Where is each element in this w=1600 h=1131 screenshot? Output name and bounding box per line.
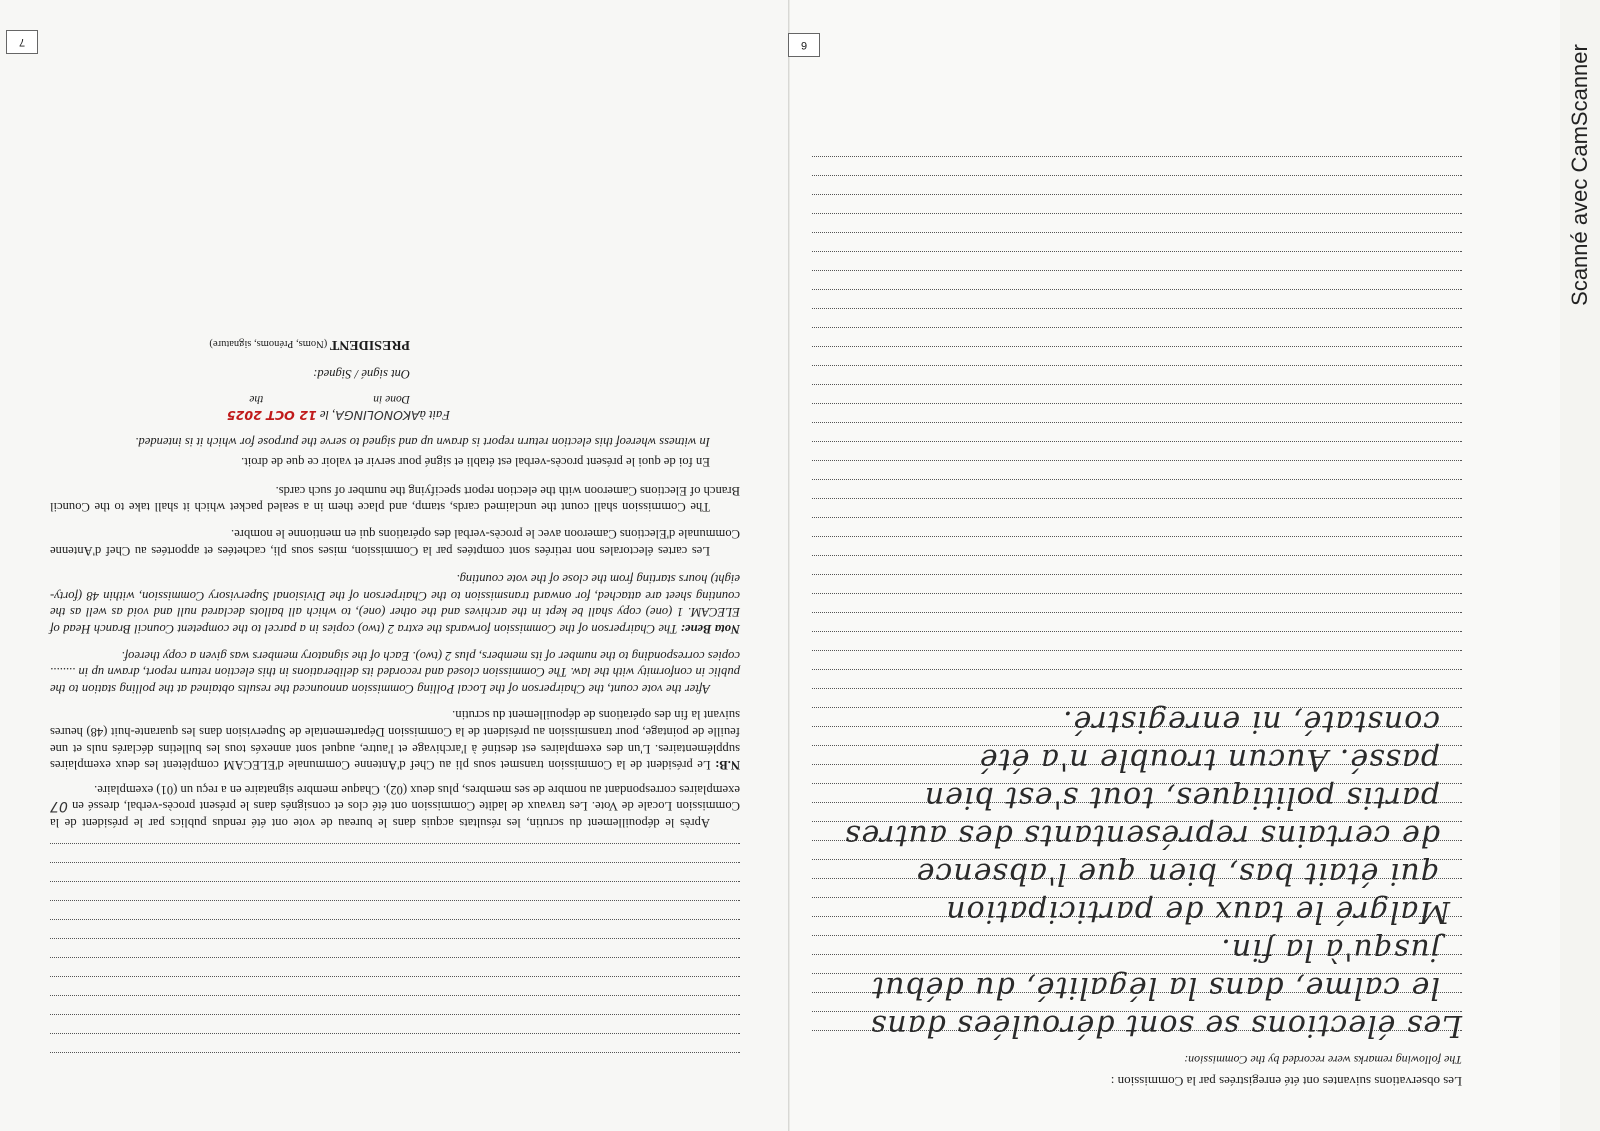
- en-witness-paragraph: In witness whereof this election return report is drawn up and signed to serve the purpose for which it is intended.: [135, 434, 710, 449]
- done-in-line: Done inthe: [249, 393, 410, 406]
- page-number-7: 7: [6, 30, 38, 54]
- handwritten-line: constaté, ni enregistré.: [1062, 704, 1440, 739]
- en-remarks-heading: The following remarks were recorded by the Commission:: [1184, 1053, 1462, 1067]
- fr-remarks-heading: Les observations suivantes ont été enregistrées par la Commission :: [1110, 1074, 1462, 1089]
- camscanner-watermark: Scanné avec CamScanner: [1567, 44, 1592, 306]
- fr-witness-paragraph: En foi de quoi le présent procès-verbal est établi et signé pour servir et valoir ce que de droit.: [241, 455, 710, 470]
- en-after-count-paragraph: After the vote count, the Chairperson of the Local Polling Commission announced the results obtained at the polling station to the public in conformity with the law. The Commission closed and recorded its deliberations in this election return report, drawn up in ........ copies corresponding to the number of its members, plus 2 (two). Each of the signatory members was given a copy thereof.: [50, 648, 740, 696]
- page-number-6: 6: [788, 33, 820, 57]
- fr-after-count-paragraph: Après le dépouillement du scrutin, les résultats acquis dans le bureau de vote ont été rendus publics par le président de la Commission Locale de Vote. Les travaux de ladite Commission ont été clos et consignés dans le présent procès-verbal, dressé en 07 exemplaires correspondant au nombre de ses membres, plus deux (02). Chaque membre signataire en a reçu un (01) exemplaire.: [50, 782, 740, 830]
- scanner-strip: [1560, 0, 1600, 1131]
- left-page-content: [50, 336, 740, 1071]
- remarks-heading: [812, 1052, 1462, 1089]
- copies-handwritten: 07: [50, 798, 68, 815]
- handwritten-line: partis politiques, tout s'est bien: [923, 780, 1440, 815]
- handwritten-line: Malgré le taux de participation: [945, 894, 1450, 929]
- date-stamp: 12 OCT 2025: [226, 408, 317, 424]
- left-page: [0, 0, 790, 1131]
- handwritten-line: de certains représentants des autres: [844, 818, 1440, 853]
- president-signature-label: PRESIDENT (Noms, Prénoms, signature): [209, 337, 410, 353]
- place-date-line: Fait àAKONOLINGA, le 12 OCT 2025: [226, 408, 450, 424]
- handwritten-line: qui était bas, bien que l'absence: [915, 856, 1440, 891]
- en-cards-paragraph: The Commission shall count the unclaimed cards, stamp, and place them in a sealed packet which it shall take to the Council Branch of Elections Cameroon with the election report specifying the number of such cards.: [50, 483, 740, 515]
- place-handwritten: AKONOLINGA: [335, 408, 420, 424]
- handwritten-line: le calme, dans la légalité, du début: [871, 970, 1440, 1005]
- right-page: [790, 0, 1560, 1131]
- page-corner-mark: [5, 32, 27, 54]
- fr-cards-paragraph: Les cartes électorales non retirées sont comptées par la Commission, mises sous pli, cachetées et apportées au Chef d'Antenne Communale d'Elections Cameroon avec le procès-verbal des opérations qui en mentionne le nombre.: [50, 527, 740, 558]
- handwritten-line: jusqu'à la fin.: [1220, 932, 1440, 967]
- fr-nb-paragraph: N.B: Le président de la Commission transmet sous pli au Chef d'Antenne Communale d'ELECAM complètent les deux exemplaires supplémentaires. L'un des exemplaires est destiné à l'archivage et l'autre, auquel sont annexés tous les bulletins déclarés nuls et une feuille de pointage, pour transmission au président de la Commission Départementale de Supervision dans les quarante-huit (48) heures suivant la fin des opérations de dépouillement du scrutin.: [50, 708, 740, 773]
- handwritten-line: Les élections se sont déroulées dans: [869, 1008, 1462, 1043]
- en-nota-bene-paragraph: Nota Bene: The Chairperson of the Commission forwards the extra 2 (two) copies in a parcel to the competent Council Branch Head of ELECAM. 1 (one) copy shall be kept in the archives and the other (one), to which all ballots declared null and void as well as the counting sheet are attached, for onward transmission to the Chairperson of the Divisional Supervisory Commission, within 48 (forty-eight) hours starting from the close of the vote counting.: [50, 572, 740, 637]
- handwritten-line: passé. Aucun trouble n'a été: [978, 742, 1440, 777]
- remarks-continued-lines: [50, 843, 740, 1053]
- signed-label: Ont signé / Signed:: [313, 367, 410, 382]
